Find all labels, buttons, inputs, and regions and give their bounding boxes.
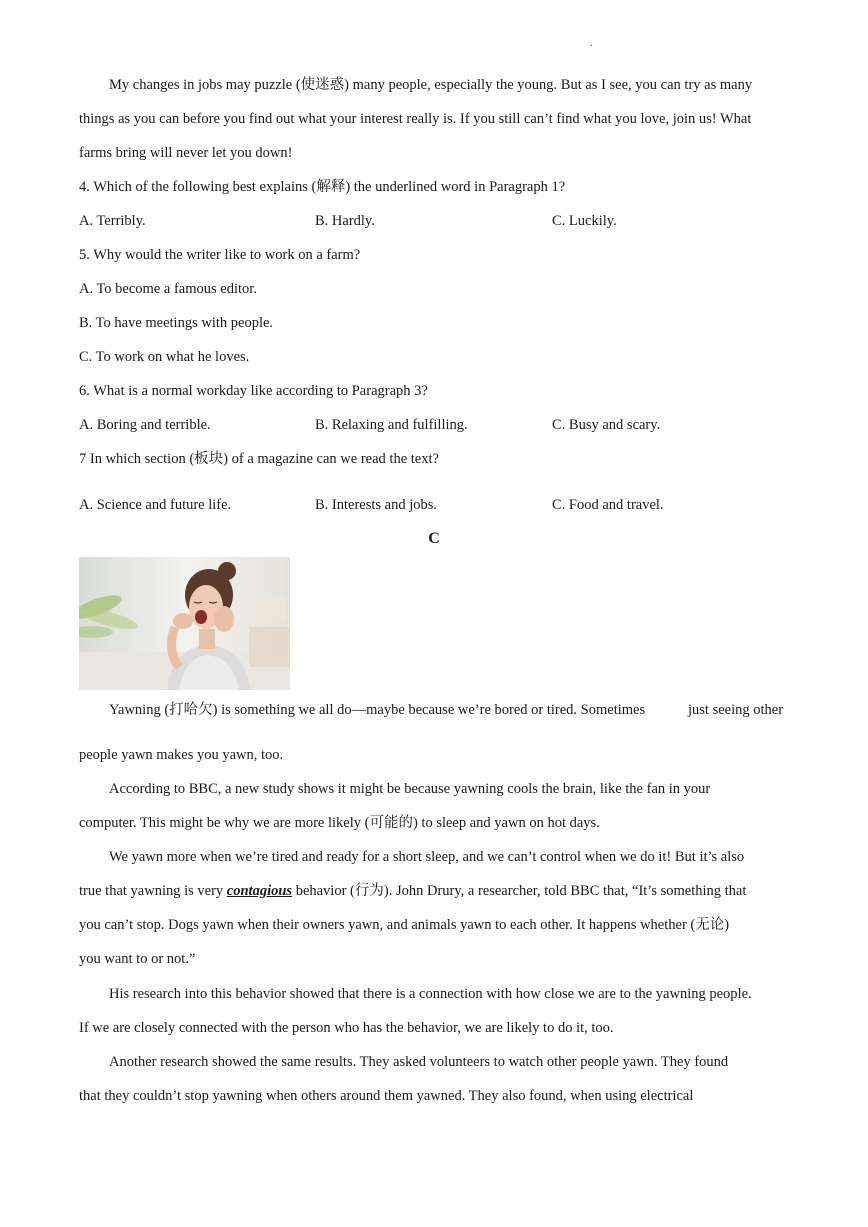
- q5-option-a: A. To become a famous editor.: [79, 281, 257, 297]
- c-para3-line4: you want to or not.”: [79, 951, 196, 967]
- q4-option-b: B. Hardly.: [315, 213, 375, 229]
- c-para3-line2: [79, 882, 746, 900]
- q6-option-c: C. Busy and scary.: [552, 417, 661, 433]
- section-c-heading: C: [428, 530, 440, 547]
- q4-option-c: C. Luckily.: [552, 213, 617, 229]
- passage-line: farms bring will never let you down!: [79, 145, 293, 161]
- question-5: 5. Why would the writer like to work on a farm?: [79, 247, 361, 263]
- q4-option-a: A. Terribly.: [79, 213, 146, 229]
- header-mark: .: [590, 38, 593, 49]
- c-para4-line2: If we are closely connected with the person who has the behavior, we are likely to do it, too.: [79, 1020, 614, 1036]
- c-para3-line1: We yawn more when we’re tired and ready for a short sleep, and we can’t control when we do it! But it’s also: [109, 849, 745, 865]
- q7-option-c: C. Food and travel.: [552, 497, 664, 513]
- c-para1-line1: [109, 701, 645, 719]
- passage-line: things as you can before you find out what your interest really is. If you still can’t find what you love, join us! What: [79, 111, 752, 127]
- c-para2-line1: According to BBC, a new study shows it might be because yawning cools the brain, like the fan in your: [109, 781, 711, 797]
- c-para2-line2: computer. This might be why we are more likely (可能的) to sleep and yawn on hot days.: [79, 815, 600, 831]
- q5-option-b: B. To have meetings with people.: [79, 315, 274, 331]
- c-para4-line1: His research into this behavior showed that there is a connection with how close we are to the yawning people.: [109, 986, 752, 1002]
- c-para3-text-post: behavior (行为). John Drury, a researcher, told BBC that, “It’s something that: [292, 883, 747, 899]
- q6-option-a: A. Boring and terrible.: [79, 417, 211, 433]
- underlined-word: contagious: [226, 883, 293, 899]
- c-para1-line1-end: just seeing other: [688, 702, 784, 718]
- c-para3-line3: you can’t stop. Dogs yawn when their owners yawn, and animals yawn to each other. It happens whether (无论): [79, 917, 730, 933]
- c-para1-line2: people yawn makes you yawn, too.: [79, 747, 284, 763]
- c-para5-line2: that they couldn’t stop yawning when others around them yawned. They also found, when using electrical: [79, 1088, 694, 1104]
- q7-option-b: B. Interests and jobs.: [315, 497, 438, 513]
- question-6: 6. What is a normal workday like according to Paragraph 3?: [79, 383, 428, 399]
- c-para5-line1: Another research showed the same results. They asked volunteers to watch other people yawn. They found: [109, 1054, 729, 1070]
- yawning-photo: [79, 557, 290, 690]
- question-4: 4. Which of the following best explains (解释) the underlined word in Paragraph 1?: [79, 179, 566, 195]
- c-para1-text-a: Yawning (打哈欠) is something we all do—maybe because we’re bored or tired. Sometimes: [109, 702, 646, 718]
- q6-option-b: B. Relaxing and fulfilling.: [315, 417, 468, 433]
- q5-option-c: C. To work on what he loves.: [79, 349, 250, 365]
- q7-option-a: A. Science and future life.: [79, 497, 232, 513]
- passage-line: My changes in jobs may puzzle (使迷惑) many people, especially the young. But as I see, you can try as many: [109, 77, 753, 93]
- question-7: 7 In which section (板块) of a magazine can we read the text?: [79, 451, 439, 467]
- c-para3-text-pre: true that yawning is very: [79, 883, 227, 899]
